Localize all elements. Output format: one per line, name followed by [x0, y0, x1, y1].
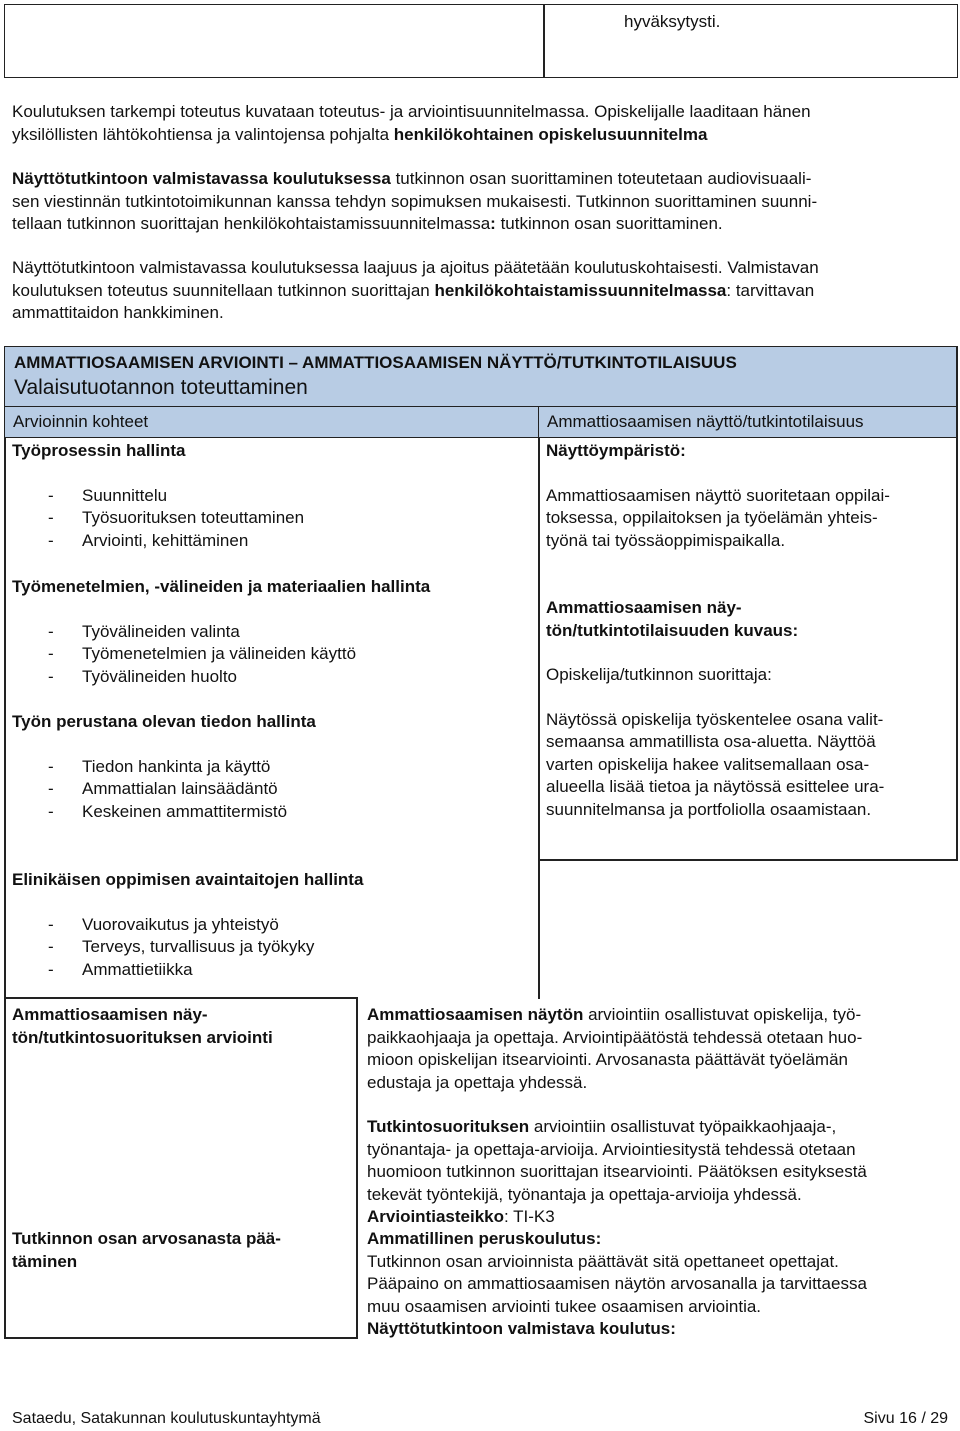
intro-p2-l3a: tellaan tutkinnon suorittajan henkilökohtaistamissuunnitelmassa: [12, 214, 491, 233]
environment-line: Ammattiosaamisen näyttö suoritetaan oppilai-: [546, 485, 890, 505]
intro-p3-l2b: : tarvittavan: [726, 280, 815, 300]
evaluation-divider: [356, 997, 358, 1338]
target-title: Elinikäisen oppimisen avaintaitojen hallinta: [12, 870, 364, 889]
target-items: [12, 621, 532, 689]
grading-basic-title: Ammatillinen peruskoulutus:: [367, 1229, 602, 1248]
top-table-fragment: [4, 4, 958, 78]
target-lifelong-learning: [12, 869, 532, 981]
footer-page-number: Sivu 16 / 29: [863, 1410, 948, 1427]
evaluation-p1-line3: mioon opiskelijan itsearviointi. Arvosanasta päättävät työelämän: [367, 1050, 848, 1069]
target-title: Työprosessin hallinta: [12, 441, 186, 460]
description-line: Näytössä opiskelija työskentelee osana valit-: [546, 709, 884, 729]
table-divider-middle-lower: [538, 859, 540, 999]
evaluation-p1-line1: [367, 1004, 952, 1027]
evaluation-p2-line2: työnantaja- ja opettaja-arvioija. Arviointiesitystä tehdessä otetaan: [367, 1139, 856, 1159]
environment-line: toksessa, oppilaitoksen ja työelämän yhteis-: [546, 508, 878, 527]
description-line: alueella lisää tietoa ja näytössä esittelee ura-: [546, 777, 885, 796]
list-item: - Vuorovaikutus ja yhteistyö: [12, 914, 532, 937]
environment-text: [546, 485, 951, 553]
description-title-line1: Ammattiosaamisen näy-: [546, 598, 742, 617]
grading-basic-line: Pääpaino on ammattiosaamisen näytön arvosanalla ja tarvittaessa: [367, 1274, 867, 1293]
target-methods-tools: [12, 576, 532, 688]
intro-p2-line3: [12, 213, 942, 236]
table-right-bottom-border: [538, 859, 958, 861]
evaluation-left-title: [12, 1004, 352, 1049]
list-item: - Ammattietiikka: [12, 959, 532, 982]
evaluation-p2-line3: huomioon tutkinnon suorittajan itsearviointi. Päätöksen esityksestä: [367, 1162, 867, 1181]
grading-left-title: [12, 1228, 352, 1273]
assessment-header-title: AMMATTIOSAAMISEN ARVIOINTI – AMMATTIOSAAMISEN NÄYTTÖ/TUTKINTOTILAISUUS: [14, 353, 737, 372]
target-title: Työmenetelmien, -välineiden ja materiaalien hallinta: [12, 577, 431, 596]
evaluation-title-line2: tön/tutkintosuorituksen arviointi: [12, 1027, 273, 1047]
list-item: - Terveys, turvallisuus ja työkyky: [12, 936, 532, 959]
intro-p2-colon: :: [490, 214, 496, 233]
environment-line: työnä tai työssäoppimispaikalla.: [546, 530, 786, 550]
page-footer: [12, 1408, 948, 1431]
evaluation-scale-value: : TI-K3: [504, 1207, 555, 1226]
intro-p1-line1: Koulutuksen tarkempi toteutus kuvataan toteutus- ja arviointisuunnitelmassa. Opiskelijalle laaditaan hänen: [12, 102, 811, 121]
evaluation-p1-line4: edustaja ja opettaja yhdessä.: [367, 1072, 588, 1092]
grading-right-text: [367, 1228, 952, 1341]
intro-p2-line2: sen viestinnän tutkintotoimikunnan kanssa tehdyn sopimuksen mukaisesti. Tutkinnon suorittaminen suunni-: [12, 191, 818, 211]
grading-title-line1: Tutkinnon osan arvosanasta pää-: [12, 1229, 281, 1248]
evaluation-title-line1: Ammattiosaamisen näy-: [12, 1005, 208, 1024]
assessment-header-subtitle: Valaisutuotannon toteuttaminen: [14, 376, 308, 399]
list-item: - Tiedon hankinta ja käyttö: [12, 756, 532, 779]
evaluation-p2-line1: [367, 1116, 952, 1139]
list-item: - Työsuorituksen toteuttaminen: [12, 507, 532, 530]
table-divider-middle: [538, 438, 540, 860]
description-text: [546, 709, 951, 822]
description-line: semaansa ammatillista osa-aluetta. Näyttöä: [546, 732, 876, 751]
table-bottom-left: [4, 997, 358, 999]
footer-organization: Sataedu, Satakunnan koulutuskuntayhtymä: [12, 1410, 321, 1427]
column-header-targets: [4, 406, 540, 438]
grading-prep-title: Näyttötutkintoon valmistava koulutus:: [367, 1319, 676, 1338]
evaluation-right-text: [367, 1004, 952, 1229]
target-knowledge: [12, 711, 532, 823]
demonstration-description: [546, 597, 951, 821]
intro-p1-text: yksilöllisten lähtökohtiensa ja valintojensa pohjalta: [12, 124, 394, 144]
target-work-process: [12, 440, 532, 552]
list-item: - Ammattialan lainsäädäntö: [12, 778, 532, 801]
intro-paragraph-2: [12, 168, 942, 236]
intro-p2-rest: tutkinnon osan suorittaminen toteutetaan audiovisuaali-: [390, 169, 812, 188]
description-subject: Opiskelija/tutkinnon suorittaja:: [546, 665, 772, 684]
description-title-line2: tön/tutkintotilaisuuden kuvaus:: [546, 620, 799, 640]
intro-p3-bold: henkilökohtaistamissuunnitelmassa: [434, 280, 727, 300]
column-header-targets-label: Arvioinnin kohteet: [13, 412, 149, 431]
top-table-cell-text: hyväksytysti.: [624, 12, 721, 31]
list-item: - Suunnittelu: [12, 485, 532, 508]
intro-p3-line2: [12, 280, 942, 303]
intro-p3-line3: ammattitaidon hankkiminen.: [12, 303, 224, 322]
evaluation-bottom-border: [4, 1337, 358, 1339]
evaluation-scale-label: Arviointiasteikko: [367, 1207, 504, 1226]
grading-basic-line: muu osaamisen arviointi tukee osaamisen arviointia.: [367, 1296, 762, 1316]
list-item: - Työvälineiden huolto: [12, 666, 532, 689]
table-border-right: [956, 346, 958, 860]
evaluation-p2-bold: Tutkintosuorituksen: [367, 1117, 530, 1136]
column-header-demonstration-label: Ammattiosaamisen näyttö/tutkintotilaisuus: [547, 412, 864, 431]
evaluation-p1-rest: arviointiin osallistuvat opiskelija, työ-: [583, 1005, 862, 1024]
target-items: [12, 756, 532, 824]
evaluation-p2-rest: arviointiin osallistuvat työpaikkaohjaaja-,: [529, 1117, 837, 1136]
grading-title-line2: täminen: [12, 1251, 78, 1271]
assessment-header: [4, 346, 958, 408]
evaluation-border-left: [4, 997, 6, 1338]
list-item: - Arviointi, kehittäminen: [12, 530, 532, 553]
intro-p3-l2a: koulutuksen toteutus suunnitellaan tutkinnon suorittajan: [12, 280, 435, 300]
intro-p1-line2: [12, 124, 942, 147]
evaluation-p1-line2: paikkaohjaaja ja opettaja. Arviointipäätöstä tehdessä otetaan huo-: [367, 1027, 863, 1047]
target-items: [12, 914, 532, 982]
target-title: Työn perustana olevan tiedon hallinta: [12, 712, 316, 731]
evaluation-p1-bold: Ammattiosaamisen näytön: [367, 1005, 584, 1024]
list-item: - Työmenetelmien ja välineiden käyttö: [12, 643, 532, 666]
intro-p2-bold: Näyttötutkintoon valmistavassa koulutuksessa: [12, 169, 391, 188]
intro-paragraph-1: [12, 101, 942, 146]
intro-p2-line1: [12, 168, 942, 191]
evaluation-scale: [367, 1206, 952, 1229]
list-item: - Keskeinen ammattitermistö: [12, 801, 532, 824]
grading-basic-line: Tutkinnon osan arvioinnista päättävät sitä opettaneet opettajat.: [367, 1251, 839, 1271]
intro-p1-bold: henkilökohtainen opiskelusuunnitelma: [393, 124, 708, 144]
evaluation-p2-line4: tekevät työntekijä, työnantaja ja opettaja-arvioija yhdessä.: [367, 1184, 802, 1204]
intro-paragraph-3: [12, 257, 942, 325]
column-header-demonstration: [538, 406, 958, 438]
intro-p3-line1: Näyttötutkintoon valmistavassa koulutuksessa laajuus ja ajoitus päätetään koulutuskohtaisesti. Valmistavan: [12, 258, 819, 277]
description-line: varten opiskelija hakee valitsemallaan osa-: [546, 754, 870, 774]
demonstration-environment: [546, 440, 951, 552]
description-line: suunnitelmansa ja portfoliolla osaamistaan.: [546, 799, 872, 819]
list-item: - Työvälineiden valinta: [12, 621, 532, 644]
intro-p2-l3b: tutkinnon osan suorittaminen.: [495, 214, 723, 233]
table-border-left: [4, 438, 6, 998]
environment-title: Näyttöympäristö:: [546, 441, 686, 460]
target-items: [12, 485, 532, 553]
table-divider: [543, 5, 545, 77]
